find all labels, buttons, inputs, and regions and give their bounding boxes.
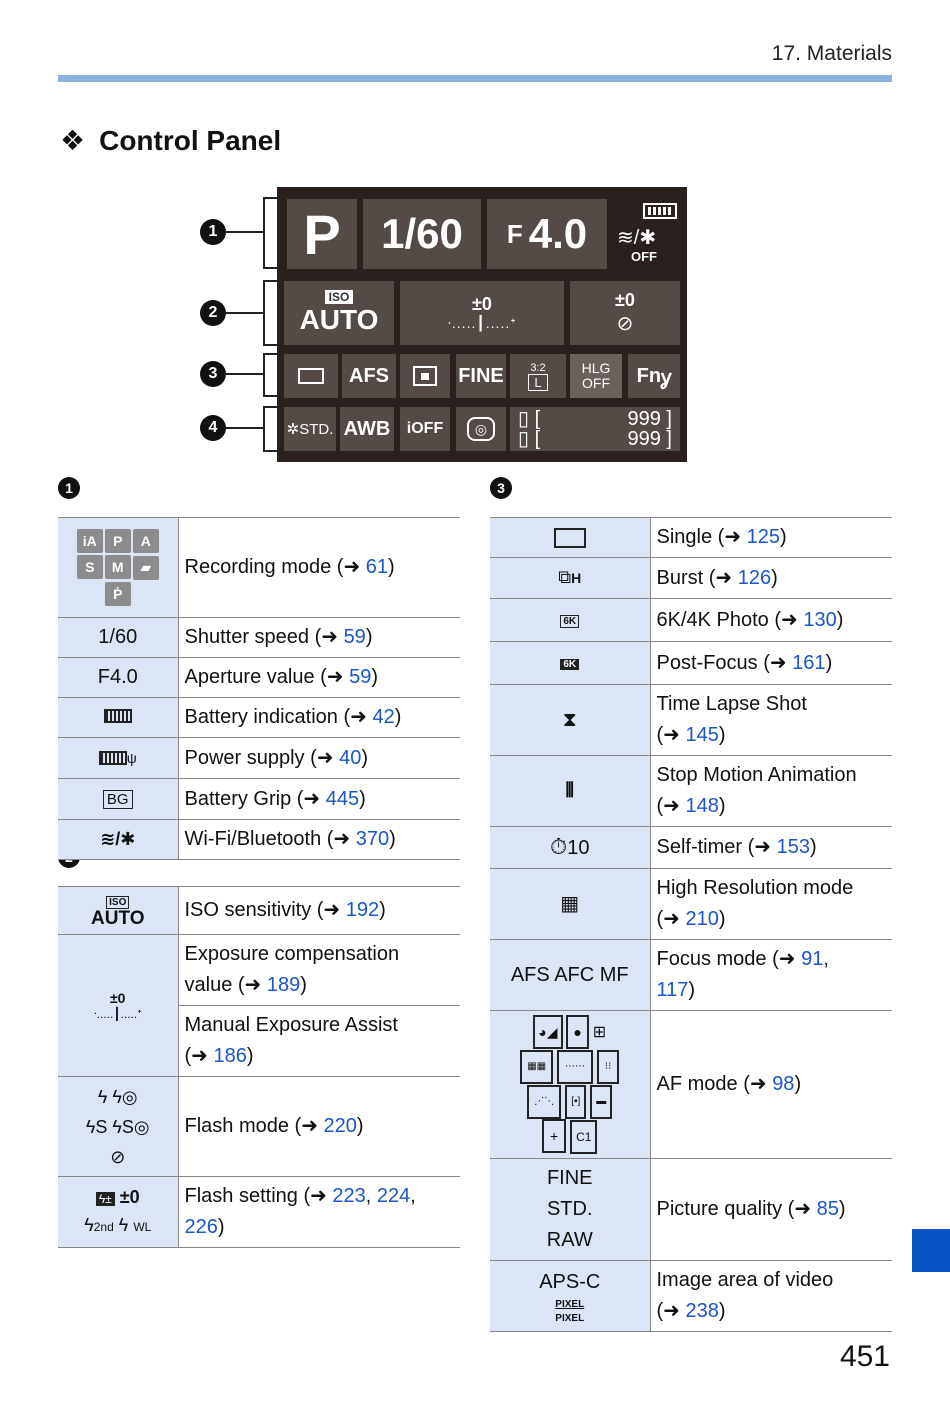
row-tail: )	[371, 666, 379, 688]
a-mode-icon: A	[133, 529, 159, 553]
table-cell: AFS AFC MF	[490, 940, 650, 1011]
panel-flash	[570, 281, 680, 345]
panel-awb: AWB	[340, 407, 394, 451]
header-rule	[58, 75, 892, 82]
af-mode-icons-row-4	[496, 1119, 644, 1154]
plug-icon: ψ	[126, 750, 137, 766]
page-link[interactable]: 186	[213, 1045, 247, 1067]
row-tail: )	[718, 1300, 726, 1322]
row-text: Exposure compensation	[184, 943, 400, 965]
table-cell	[58, 887, 178, 935]
card-1-row: ▯ [ 999 ]	[518, 408, 672, 430]
callout-1: 1	[200, 219, 226, 245]
callout-4: 4	[200, 415, 226, 441]
table-row	[58, 820, 460, 860]
row-tail: )	[361, 746, 369, 769]
page-number: 451	[839, 1340, 890, 1373]
marker-3: 3	[490, 477, 512, 499]
row-text: (➜	[656, 795, 686, 817]
table-cell: F4.0	[58, 658, 178, 698]
quality-raw: RAW	[546, 1229, 593, 1251]
af-area-icon	[413, 366, 437, 386]
panel-af-area	[400, 354, 450, 398]
panel-fn-text: Fn	[636, 364, 662, 387]
row-text: (➜	[656, 724, 686, 746]
row-tail: )	[246, 1045, 254, 1067]
flash-comp-icon: ϟ±	[96, 1192, 115, 1206]
row-text: Power supply (➜	[184, 746, 340, 769]
single-shot-icon	[298, 368, 324, 384]
page-link[interactable]: 161	[792, 651, 826, 674]
page-link[interactable]: 59	[343, 626, 366, 648]
table-cell	[650, 827, 892, 869]
table-cell	[490, 827, 650, 869]
table-row	[490, 1011, 892, 1159]
225-area-icon: ▦▦	[520, 1050, 553, 1084]
quality-fine: FINE	[546, 1167, 593, 1189]
page-link[interactable]: 192	[345, 899, 380, 921]
row-sep: ,	[823, 948, 829, 970]
zone-horizontal-icon: ⋯⋯	[557, 1050, 593, 1084]
table-row	[58, 779, 460, 820]
af-mode-icons-row-2	[496, 1049, 644, 1084]
1-area-icon: ▬	[590, 1085, 612, 1119]
page-link[interactable]: 189	[266, 974, 301, 996]
panel-aspect	[510, 354, 566, 398]
exposure-scale-icon: ᐧ.....┃.....ᐩ	[447, 315, 517, 331]
page-link[interactable]: 125	[746, 526, 781, 548]
row-text: 6K/4K Photo (➜	[656, 608, 804, 631]
table-cell	[490, 685, 650, 756]
zone-vertical-icon: ⋰⋱	[527, 1085, 561, 1119]
table-row	[58, 518, 460, 618]
chapter-heading: 17. Materials	[771, 42, 892, 65]
page-link[interactable]: 148	[685, 795, 719, 817]
row-text: Shutter speed (➜	[184, 626, 344, 648]
table-cell	[178, 658, 460, 698]
row-tail: )	[394, 706, 402, 728]
custom-c1-icon: C1	[570, 1120, 597, 1154]
page-link[interactable]: 126	[737, 566, 772, 589]
battery-icon	[104, 709, 132, 723]
page-link[interactable]: 145	[685, 724, 719, 746]
table-row	[490, 869, 892, 940]
page-link[interactable]: 61	[365, 556, 389, 578]
idynamic-icon: i	[406, 420, 412, 437]
panel-drive	[284, 354, 338, 398]
row-text: Aperture value (➜	[184, 666, 350, 688]
card-2-row: ▯ [ 999 ]	[518, 428, 672, 450]
table-cell	[650, 940, 892, 1011]
row-text: (➜	[656, 908, 686, 930]
panel-exposure-val: ±0	[472, 294, 492, 314]
table-cell	[178, 1006, 460, 1077]
pixel-label-bottom: PIXEL	[555, 1313, 585, 1324]
table-cell	[178, 698, 460, 738]
m-mode-icon: M	[105, 555, 131, 579]
row-text: Wi-Fi/Bluetooth (➜	[184, 828, 356, 850]
panel-fn	[628, 354, 680, 398]
table-cell	[178, 887, 460, 935]
table-cell	[58, 779, 178, 820]
row-text: (➜	[184, 1045, 214, 1067]
table-cell: Flash setting (➜ 223, 224, 226)	[178, 1177, 460, 1248]
table-row	[490, 827, 892, 869]
flash-setting-value: ±0	[119, 1187, 140, 1207]
section-title-text: Control Panel	[99, 124, 282, 156]
panel-mode-text: P	[303, 202, 341, 266]
table-row	[58, 887, 460, 935]
table-row	[490, 599, 892, 642]
panel-hlg-2: OFF	[582, 375, 610, 391]
callout-line-4	[226, 427, 264, 429]
row-text: Flash setting (➜	[184, 1185, 333, 1207]
page-link[interactable]: 445	[325, 787, 360, 810]
row-tail: )	[838, 1198, 846, 1220]
panel-afs: AFS	[342, 354, 396, 398]
row-tail: )	[836, 608, 844, 631]
flash-off-icon: ⊘	[616, 313, 634, 335]
flash-modes-icon-1: ϟ ϟ◎	[97, 1086, 138, 1107]
panel-quality: FINE	[456, 354, 506, 398]
quality-std: STD.	[546, 1198, 593, 1220]
panel-aperture-val: 4.0	[528, 210, 588, 257]
table-cell	[650, 869, 892, 940]
panel-aspect-ratio: 3:2	[530, 361, 546, 374]
table-row	[58, 738, 460, 779]
panel-hlg	[570, 354, 622, 398]
page-link[interactable]: 40	[339, 746, 362, 769]
exposure-value: ±0	[110, 989, 126, 1006]
callout-line-3	[226, 373, 264, 375]
table-cell	[490, 1159, 650, 1261]
row-tail: )	[718, 795, 726, 817]
panel-shutter	[363, 199, 481, 269]
flash-modes-icon-2: ϟS ϟS◎	[85, 1116, 150, 1137]
table-1	[58, 517, 460, 860]
face-eye-icon: ◕◢	[533, 1015, 562, 1049]
chapter-tab	[912, 1229, 950, 1272]
panel-hlg-1: HLG	[581, 360, 611, 376]
panel-mode	[287, 199, 357, 269]
flash-off-icon: ⊘	[110, 1146, 126, 1167]
flash-2nd-icon: ϟ	[84, 1215, 94, 1235]
high-res-icon: ▦	[560, 892, 580, 915]
callout-line-2	[226, 312, 264, 314]
iso-auto-icon: AUTO	[91, 907, 145, 929]
row-text: Burst (➜	[656, 566, 738, 589]
panel-std: STD.	[299, 420, 334, 438]
mode-icons-cell	[58, 518, 178, 618]
panel-aperture	[487, 199, 607, 269]
table-cell	[58, 820, 178, 860]
power-supply-icon	[99, 751, 127, 765]
table-3	[490, 517, 892, 1332]
panel-shutter-text: 1/60	[381, 210, 463, 257]
table-cell	[650, 1159, 892, 1261]
row-text: Recording mode (➜	[184, 556, 366, 578]
table-cell	[58, 935, 178, 1077]
fn-wrench-icon: ỿ	[661, 366, 672, 389]
table-cell	[490, 869, 650, 940]
tracking-icon: ⊞	[592, 1024, 607, 1041]
row-tail: )	[365, 626, 373, 648]
page-link[interactable]: 226	[184, 1216, 218, 1238]
page-link[interactable]: 91	[801, 948, 824, 970]
table-cell	[58, 738, 178, 779]
row-text: Stop Motion Animation	[656, 764, 857, 786]
page-link[interactable]: 238	[685, 1300, 719, 1322]
table-row	[490, 642, 892, 685]
control-panel-graphic	[277, 187, 687, 462]
row-text: Self-timer (➜	[656, 836, 777, 858]
page-link[interactable]: 59	[349, 666, 372, 688]
table-cell	[650, 685, 892, 756]
ia-icon: iA	[77, 529, 103, 553]
row-text: Picture quality (➜	[656, 1198, 817, 1220]
page-link[interactable]: 117	[656, 979, 689, 1001]
row-tail: )	[718, 724, 726, 746]
image-area-apsc: APS-C	[539, 1271, 601, 1293]
wifi-bluetooth-icon: ≋/✱	[617, 227, 657, 249]
battery-grip-icon: BG	[103, 790, 133, 809]
table-cell: 1/60	[58, 618, 178, 658]
battery-icon	[643, 203, 677, 219]
table-cell	[490, 1011, 650, 1159]
callout-line-1	[226, 231, 264, 233]
table-row	[58, 698, 460, 738]
table-cell	[58, 698, 178, 738]
table-cell	[650, 599, 892, 642]
table-row	[490, 756, 892, 827]
table-row	[490, 1159, 892, 1261]
table-cell	[650, 756, 892, 827]
row-text: Battery Grip (➜	[184, 787, 326, 810]
pixel-label-top: PIXEL	[555, 1299, 585, 1310]
table-row	[490, 685, 892, 756]
panel-metering	[456, 407, 506, 451]
table-cell	[490, 599, 650, 642]
time-lapse-icon: ⧗	[562, 708, 577, 731]
table-cell	[650, 1261, 892, 1332]
iso-label: ISO	[106, 896, 129, 909]
page-link[interactable]: 98	[772, 1073, 795, 1095]
flash-2nd-label: 2nd	[93, 1220, 114, 1234]
metering-icon: ◎	[467, 417, 495, 441]
row-tail: )	[359, 787, 366, 810]
panel-flash-comp: ±0	[615, 290, 635, 310]
table-cell	[650, 642, 892, 685]
page-link[interactable]: 210	[685, 908, 719, 930]
callout-2: 2	[200, 300, 226, 326]
table-cell	[490, 756, 650, 827]
row-text: Time Lapse Shot	[656, 693, 807, 715]
row-tail: )	[389, 828, 396, 850]
row-text: ISO sensitivity (➜	[184, 899, 346, 921]
row-text: Single (➜	[656, 526, 747, 548]
row-text: Image area of video	[656, 1269, 834, 1291]
row-tail: )	[356, 1115, 364, 1137]
custom-mode-icon: Ṗ	[105, 582, 131, 606]
table-cell	[178, 820, 460, 860]
table-row	[490, 940, 892, 1011]
panel-ioff: OFF	[411, 420, 444, 437]
panel-idynamic	[400, 407, 450, 451]
self-timer-label: 10	[567, 837, 590, 859]
row-text: value (➜	[184, 974, 267, 996]
panel-cards	[510, 407, 680, 451]
panel-iso-val: AUTO	[299, 304, 379, 335]
pinpoint-icon: +	[542, 1119, 566, 1153]
table-cell	[178, 779, 460, 820]
zone-square-icon: ⁝⁝	[597, 1050, 619, 1084]
card-2-icon: ▯ [	[518, 428, 541, 450]
table-row	[58, 1077, 460, 1177]
table-cell	[490, 518, 650, 558]
s-mode-icon: S	[77, 555, 103, 579]
table-cell	[178, 618, 460, 658]
table-cell	[178, 738, 460, 779]
diamond-bullet-icon: ❖	[60, 125, 86, 156]
page-link[interactable]: 224	[376, 1185, 411, 1207]
page-link[interactable]: 85	[816, 1198, 839, 1220]
row-text: Post-Focus (➜	[656, 651, 793, 674]
exposure-scale-icon: ᐧ.....┃.....ᐩ	[93, 1006, 142, 1021]
table-cell	[650, 1011, 892, 1159]
row-tail: )	[718, 908, 726, 930]
wifi-bluetooth-icon: ≋/✱	[100, 829, 136, 849]
row-text: Manual Exposure Assist	[184, 1014, 398, 1036]
panel-aperture-f: F	[506, 218, 523, 249]
row-tail: )	[780, 526, 787, 548]
callout-3: 3	[200, 361, 226, 387]
burst-icon: ⧉	[558, 567, 572, 587]
row-text: High Resolution mode	[656, 877, 854, 899]
page-link[interactable]: 130	[803, 608, 837, 631]
row-text: AF mode (➜	[656, 1073, 773, 1095]
table-cell	[490, 642, 650, 685]
row-tail: )	[771, 566, 778, 589]
row-text: Battery indication (➜	[184, 706, 373, 728]
panel-exposure	[400, 281, 564, 345]
table-cell	[58, 1177, 178, 1248]
row-tail: )	[379, 899, 386, 921]
photo-style-icon: ✲	[286, 421, 300, 438]
table-cell	[178, 518, 460, 618]
single-shot-icon	[554, 528, 586, 548]
flash-wl-label: WL	[133, 1220, 152, 1234]
table-row	[58, 935, 460, 1006]
page-link[interactable]: 223	[332, 1185, 366, 1207]
card-1-count: 999	[627, 408, 661, 430]
table-row	[490, 1261, 892, 1332]
table-cell	[178, 1077, 460, 1177]
panel-iso	[284, 281, 394, 345]
section-title	[60, 124, 281, 157]
row-text: Flash mode (➜	[184, 1115, 324, 1137]
panel-photo-style	[284, 407, 336, 451]
row-tail: )	[809, 836, 817, 858]
table-row	[58, 658, 460, 698]
creative-video-icon: ▰	[133, 556, 159, 580]
af-mode-icons-row-3	[496, 1084, 644, 1119]
card-2-count: 999	[627, 428, 661, 450]
page-link[interactable]: 42	[372, 706, 395, 728]
row-tail: )	[217, 1216, 225, 1238]
card-1-icon: ▯ [	[518, 408, 541, 430]
table-row	[58, 1177, 460, 1248]
af-mode-icons-row-1	[496, 1015, 644, 1049]
6k-photo-icon: 6K	[560, 615, 579, 628]
p-mode-icon: P	[105, 529, 131, 553]
flash-wl-icon: ϟ	[118, 1215, 129, 1235]
table-cell	[490, 558, 650, 599]
marker-1: 1	[58, 477, 80, 499]
page-link[interactable]: 370	[355, 828, 390, 850]
table-row	[490, 518, 892, 558]
row-text: Focus mode (➜	[656, 948, 802, 970]
table-cell	[490, 1261, 650, 1332]
row-tail: )	[300, 974, 307, 996]
table-cell	[650, 558, 892, 599]
table-2	[58, 886, 460, 1248]
page-link[interactable]: 220	[323, 1115, 357, 1137]
row-text: (➜	[656, 1300, 686, 1322]
table-row	[490, 558, 892, 599]
panel-iso-label: ISO	[325, 290, 354, 304]
wifi-off-label: OFF	[631, 249, 657, 264]
page-link[interactable]: 153	[776, 836, 810, 858]
human-icon: ●	[566, 1015, 588, 1049]
post-focus-icon: 6K	[560, 659, 579, 670]
table-row	[58, 618, 460, 658]
row-tail: )	[388, 556, 395, 578]
table-cell	[58, 1077, 178, 1177]
1-area-plus-icon: [▪]	[565, 1085, 586, 1119]
stop-motion-icon: ⫴	[565, 779, 574, 802]
table-cell	[178, 935, 460, 1006]
row-tail: )	[825, 651, 833, 674]
self-timer-icon: ⏱	[550, 834, 568, 859]
panel-size: L	[528, 374, 547, 391]
table-cell	[650, 518, 892, 558]
burst-h-label: H	[571, 570, 582, 586]
row-tail: )	[688, 979, 696, 1001]
row-tail: )	[794, 1073, 802, 1095]
